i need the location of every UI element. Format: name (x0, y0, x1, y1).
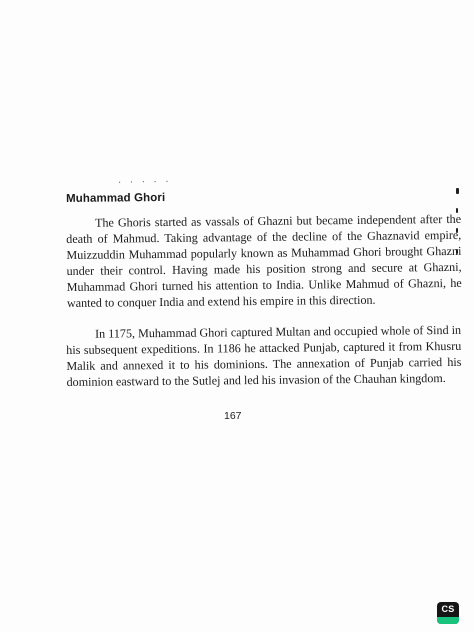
camscanner-logo-text: CS (441, 604, 455, 614)
page-edge-mark (456, 188, 459, 194)
page-number: 167 (224, 410, 242, 422)
paragraph-ghori-background: The Ghoris started as vassals of Ghazni but became independent after the death of Mahmud. Taking advantage of the decline of the Ghaznavid empire, Muizzuddin Muhammad popularly known as Muhammad Ghori brought Ghazni under their control. Having made his position strong and secure at Ghazni, Muhammad Ghori turned his attention to India. Unlike Mahmud of Ghazni, he wanted to conquer India and extend his empire in this direction. (66, 211, 462, 311)
camscanner-logo-band (437, 617, 459, 624)
camscanner-logo-icon (437, 602, 459, 624)
section-heading: Muhammad Ghori (66, 191, 166, 205)
paragraph-ghori-conquests: In 1175, Muhammad Ghori captured Multan and occupied whole of Sind in his subsequent expeditions. In 1186 he attacked Punjab, captured it from Khusru Malik and annexed it to his dominions. The annexation of Punjab carried his dominion eastward to the Sutlej and led his invasion of the Chauhan kingdom. (66, 322, 462, 390)
cut-off-text-fragment: · · · · · (117, 176, 172, 189)
